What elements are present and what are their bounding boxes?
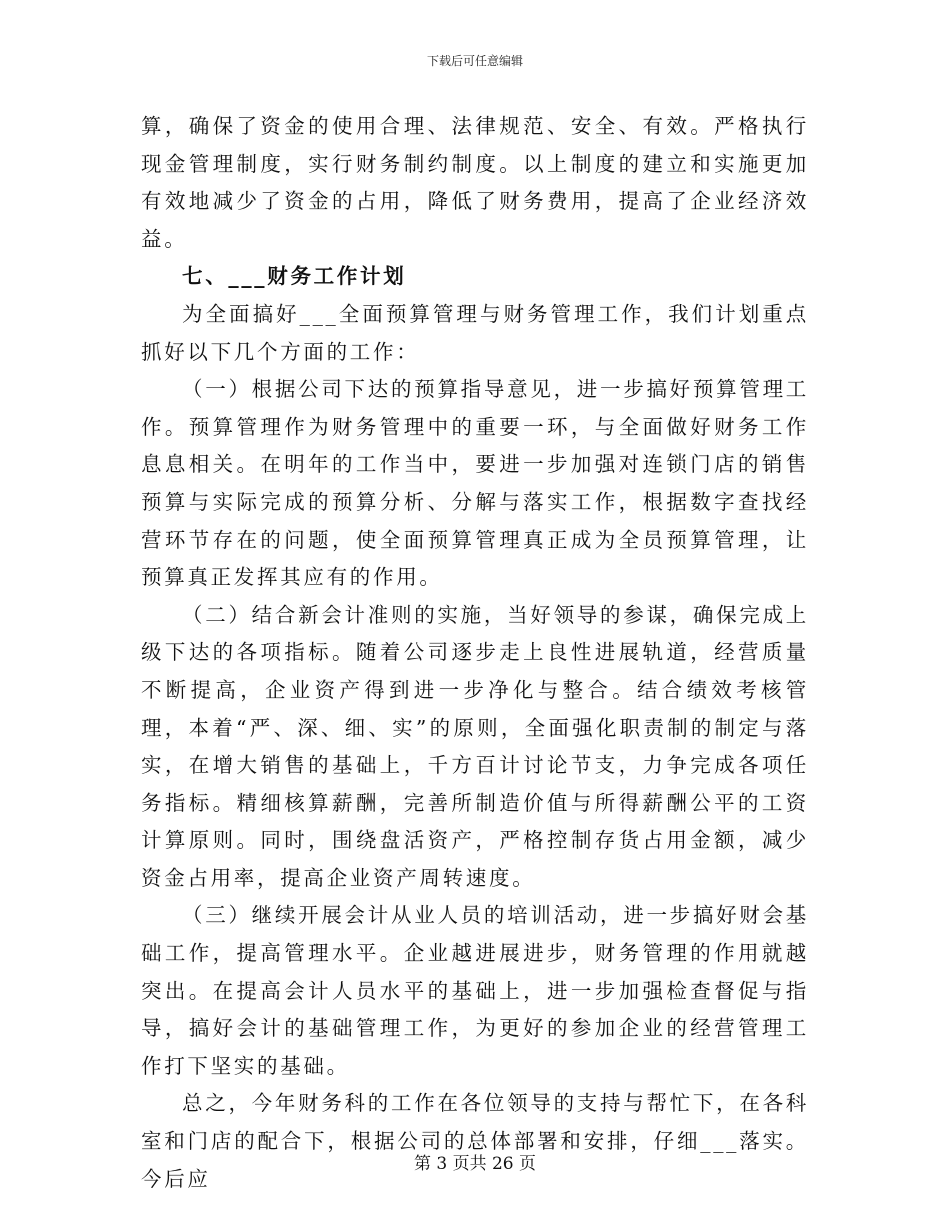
paragraph-item-3: （三）继续开展会计从业人员的培训活动，进一步搞好财会基础工作，提高管理水平。企业越进展进步，财务管理的作用就越突出。在提高会计人员水平的基础上，进一步加强检查督促与指导，搞好会计的基础管理工作，为更好的参加企业的经营管理工作打下坚实的基础。 bbox=[141, 903, 809, 1078]
paragraph-intro: 为全面搞好___全面预算管理与财务管理工作，我们计划重点抓好以下几个方面的工作： bbox=[141, 301, 809, 364]
paragraph-continuation: 算，确保了资金的使用合理、法律规范、安全、有效。严格执行现金管理制度，实行财务制约制度。以上制度的建立和实施更加有效地减少了资金的占用，降低了财务费用，提高了企业经济效益。 bbox=[141, 114, 809, 251]
paragraph-item-2: （二）结合新会计准则的实施，当好领导的参谋，确保完成上级下达的各项指标。随着公司逐步走上良性进展轨道，经营质量不断提高，企业资产得到进一步净化与整合。结合绩效考核管理，本着“严、深、细、实”的原则，全面强化职责制的制定与落实，在增大销售的基础上，千方百计讨论节支，力争完成各项任务指标。精细核算薪酬，完善所制造价值与所得薪酬公平的工资计算原则。同时，围绕盘活资产，严格控制存货占用金额，减少资金占用率，提高企业资产周转速度。 bbox=[141, 602, 809, 890]
page-number: 第 3 页共 26 页 bbox=[413, 1154, 537, 1174]
document-body bbox=[141, 108, 809, 1198]
paragraph-item-1: （一）根据公司下达的预算指导意见，进一步搞好预算管理工作。预算管理作为财务管理中的重要一环，与全面做好财务工作息息相关。在明年的工作当中，要进一步加强对连锁门店的销售预算与实际完成的预算分析、分解与落实工作，根据数字查找经营环节存在的问题，使全面预算管理真正成为全员预算管理，让预算真正发挥其应有的作用。 bbox=[141, 377, 809, 590]
paragraph-summary: 总之，今年财务科的工作在各位领导的支持与帮忙下，在各科室和门店的配合下，根据公司的总体部署和安排，仔细___落实。今后应 bbox=[141, 1091, 809, 1191]
page-header: 下载后可任意编辑 bbox=[426, 54, 523, 68]
section-heading: 七、___财务工作计划 bbox=[182, 264, 407, 289]
